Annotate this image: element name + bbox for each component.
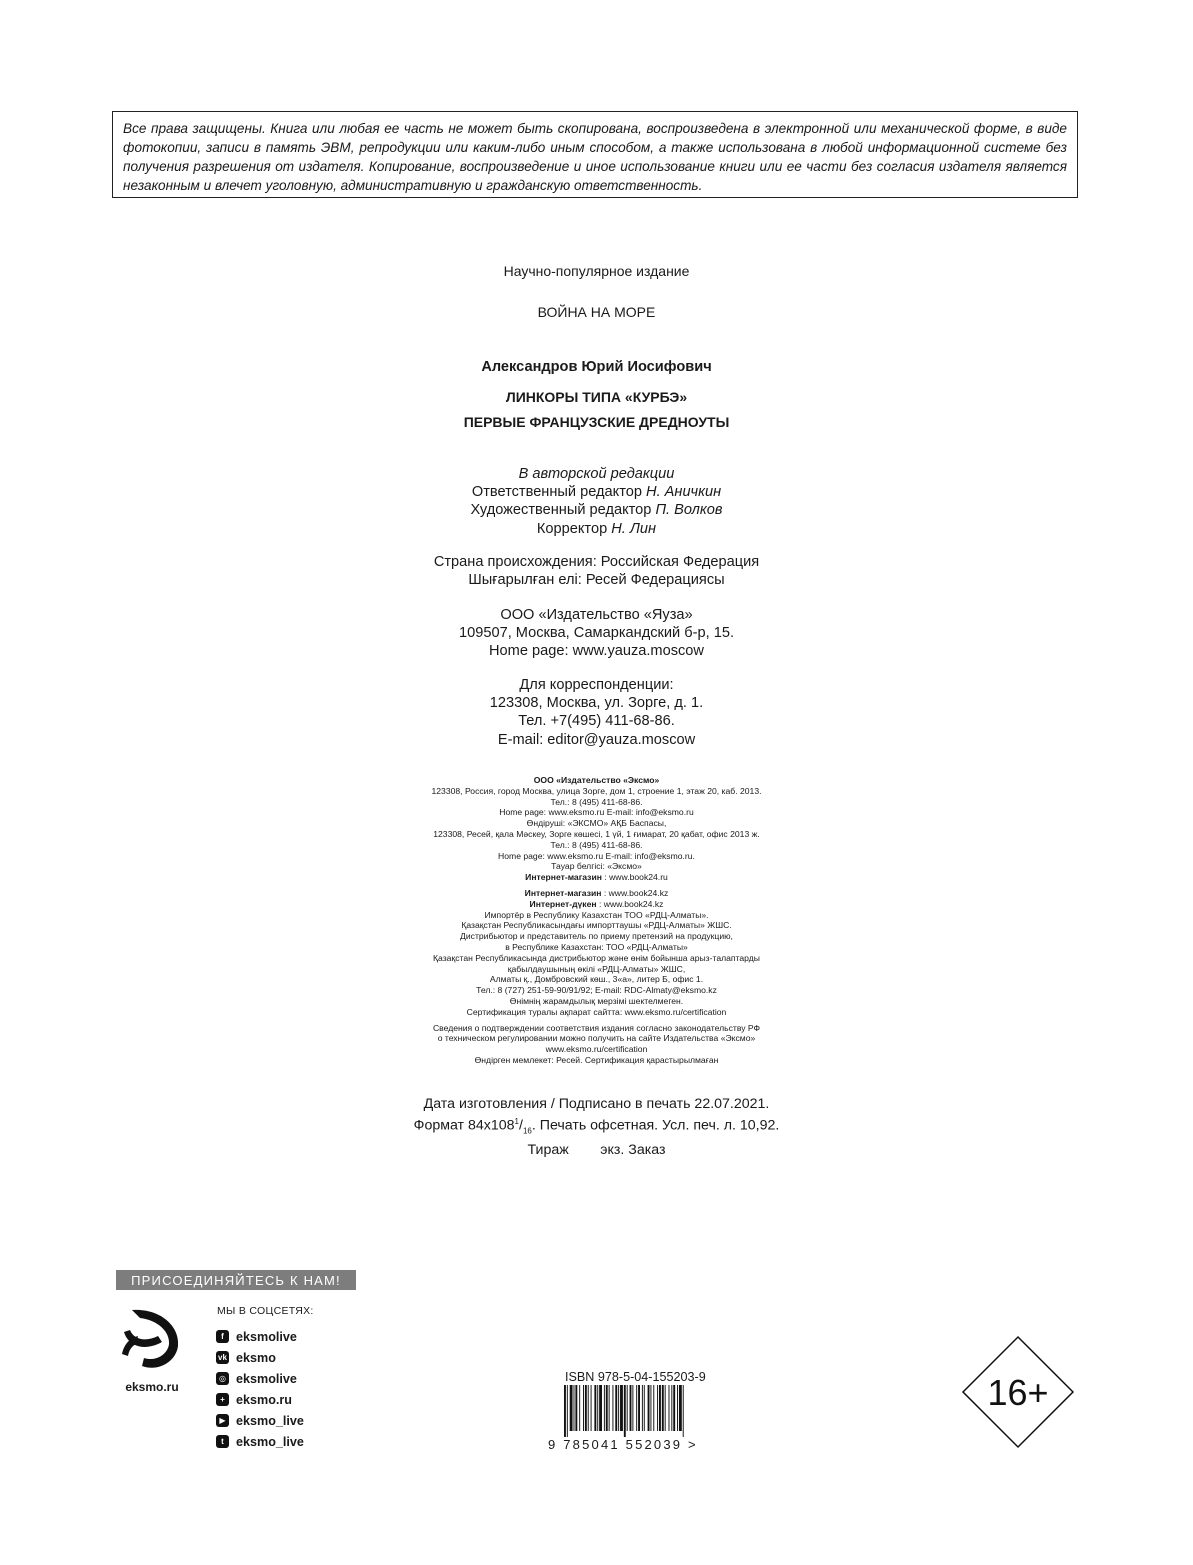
social-label: eksmo_live: [236, 1434, 304, 1449]
publisher-name: ООО «Издательство «Яуза»: [500, 607, 693, 623]
barcode-bar: [591, 1385, 592, 1431]
barcode-bar: [650, 1385, 651, 1431]
print-run: Тираж экз. Заказ: [527, 1141, 666, 1158]
social-item[interactable]: [216, 1410, 304, 1431]
proofreader: Корректор Н. Лин: [536, 520, 657, 537]
barcode-digits: 9 785041 552039 >: [548, 1437, 698, 1452]
barcode-bar: [644, 1385, 645, 1431]
edition-type: Научно-популярное издание: [503, 263, 690, 279]
imprint-line: Қазақстан Республикасындағы импорттаушы «РДЦ-Алматы» ЖШС.: [461, 920, 732, 931]
barcode-bar: [615, 1385, 617, 1431]
barcode-bar: [638, 1385, 640, 1431]
copyright-notice: Все права защищены. Книга или любая ее часть не может быть скопирована, воспроизведена в электронной или механической форме, в виде фотокопии, записи в память ЭВМ, репродукции или каким-либо иным способом, а также использована в любой информационной системе без получения разрешения от издателя. Копирование, воспроизведение и иное использование книги или ее части без согласия издателя является незаконным и влечет уголовную, административную и гражданскую ответственность.: [112, 111, 1078, 198]
barcode-bar: [669, 1385, 670, 1431]
imprint-line: Тел.: 8 (495) 411-68-86.: [550, 839, 643, 850]
social-item[interactable]: [216, 1431, 304, 1452]
barcode-bar: [657, 1385, 658, 1431]
barcode-bar: [636, 1385, 637, 1431]
imprint-line: Home page: www.eksmo.ru E-mail: info@eksmo.ru.: [498, 850, 695, 861]
imprint-line: Өндірген мемлекет: Ресей. Сертификация қарастырылмаған: [474, 1054, 719, 1065]
barcode: [562, 1385, 716, 1437]
chief-editor: Ответственный редактор Н. Аничкин: [471, 484, 722, 501]
print-info: [0, 1095, 1193, 1159]
imprint-line: Тел.: 8 (727) 251-59-90/91/92; E-mail: RDC-Almaty@eksmo.kz: [476, 985, 717, 996]
print-date: Дата изготовления / Подписано в печать 22.07.2021.: [423, 1096, 770, 1112]
join-us-banner: ПРИСОЕДИНЯЙТЕСЬ К НАМ!: [116, 1270, 356, 1290]
barcode-bar: [606, 1385, 608, 1431]
social-item[interactable]: [216, 1347, 304, 1368]
social-list: [216, 1326, 304, 1452]
imprint-line: Өнімнің жарамдылық мерзімі шектелмеген.: [509, 995, 684, 1006]
social-label: eksmo: [236, 1350, 276, 1365]
eksmo-logo-icon: [118, 1302, 184, 1372]
art-editor: Художественный редактор П. Волков: [470, 502, 723, 519]
imprint-line: 123308, Ресей, қала Мәскеу, Зорге көшесі, 1 үй, 1 ғимарат, 20 қабат, офис 2013 ж.: [433, 828, 760, 839]
imprint-line: www.eksmo.ru/certification: [545, 1044, 648, 1055]
barcode-bar: [618, 1385, 619, 1431]
barcode-bar: [594, 1385, 596, 1431]
edition-note: В авторской редакции: [518, 466, 675, 482]
social-item[interactable]: [216, 1389, 304, 1410]
barcode-bar: [575, 1385, 577, 1431]
barcode-bar: [630, 1385, 632, 1431]
barcode-bar: [567, 1385, 568, 1437]
publisher-address: 109507, Москва, Самаркандский б-р, 15.: [459, 625, 734, 642]
imprint-name: ООО «Издательство «Эксмо»: [533, 775, 660, 785]
barcode-bar: [679, 1385, 682, 1431]
barcode-bar: [632, 1385, 633, 1431]
imprint-line: Импортёр в Республику Казахстан ТОО «РДЦ-Алматы».: [484, 909, 709, 920]
imprint-line: Өндіруші: «ЭКСМО» АҚБ Баспасы,: [526, 818, 667, 829]
imprint-line: Тауар белгісі: «Эксмо»: [551, 861, 642, 872]
imprint-line: Сведения о подтверждении соответствия издания согласно законодательству РФ: [432, 1022, 761, 1033]
shop-ru: Интернет-магазин : www.book24.ru: [525, 872, 668, 883]
barcode-bar: [642, 1385, 643, 1431]
author: Александров Юрий Иосифович: [481, 359, 712, 375]
barcode-bar: [677, 1385, 678, 1431]
barcode-bar: [599, 1385, 602, 1431]
social-item[interactable]: [216, 1326, 304, 1347]
shop-kz: Интернет-магазин : www.book24.kz: [524, 887, 669, 898]
imprint-line: Сертификация туралы ақпарат сайтта: www.eksmo.ru/certification: [466, 1006, 727, 1017]
barcode-bar: [579, 1385, 580, 1431]
instagram-icon: ◎: [216, 1372, 229, 1385]
twitter-icon: t: [216, 1435, 229, 1448]
imprint-line: о техническом регулировании можно получить на сайте Издательства «Эксмо»: [437, 1033, 756, 1044]
vk-icon: vk: [216, 1351, 229, 1364]
country-of-origin: Страна происхождения: Российская Федерация Шығарылған елі: Ресей Федерациясы: [433, 554, 760, 589]
social-label: eksmolive: [236, 1371, 297, 1386]
imprint-lines-b: [0, 910, 1193, 1018]
logo-caption: eksmo.ru: [125, 1380, 179, 1394]
publisher-info: [0, 606, 1193, 661]
book-title: ЛИНКОРЫ ТИПА «КУРБЭ»: [505, 389, 688, 405]
isbn-label: ISBN 978-5-04-155203-9: [565, 1370, 706, 1384]
social-label: eksmo_live: [236, 1413, 304, 1428]
imprint-line: қабылдаушының өкілі «РДЦ-Алматы» ЖШС,: [507, 963, 686, 974]
social-item[interactable]: [216, 1368, 304, 1389]
social-label: eksmolive: [236, 1329, 297, 1344]
barcode-bar: [673, 1385, 675, 1431]
social-header: МЫ В СОЦСЕТЯХ:: [217, 1305, 314, 1317]
barcode-bar: [570, 1385, 573, 1431]
barcode-bar: [659, 1385, 661, 1431]
barcode-bar: [612, 1385, 613, 1431]
imprint-line: в Республике Казахстан: ТОО «РДЦ-Алматы»: [505, 941, 688, 952]
social-label: eksmo.ru: [236, 1392, 292, 1407]
barcode-bar: [604, 1385, 605, 1431]
barcode-bar: [671, 1385, 672, 1431]
shop-kz-kazakh: Интернет-дүкен : www.book24.kz: [529, 898, 664, 909]
barcode-bar: [597, 1385, 598, 1431]
imprint-line: Дистрибьютор и представитель по приему претензий на продукцию,: [460, 931, 733, 942]
credits: [0, 465, 1193, 538]
age-rating-badge: [961, 1335, 1075, 1449]
barcode-bar: [627, 1385, 628, 1431]
barcode-bar: [683, 1385, 684, 1437]
imprint-line: Қазақстан Республикасында дистрибьютор және өнім бойынша арыз-талаптарды: [433, 952, 760, 963]
youtube-icon: ▶: [216, 1414, 229, 1427]
age-rating-text: 16+: [987, 1372, 1049, 1413]
book-subtitle: ПЕРВЫЕ ФРАНЦУЗСКИЕ ДРЕДНОУТЫ: [463, 414, 730, 430]
barcode-bar: [574, 1385, 575, 1431]
publisher-homepage: Home page: www.yauza.moscow: [489, 643, 704, 660]
imprint-line: 123308, Россия, город Москва, улица Зорге, дом 1, строение 1, этаж 20, каб. 2013.: [431, 785, 762, 796]
barcode-bar: [585, 1385, 587, 1431]
imprint-line: Тел.: 8 (495) 411-68-86.: [550, 796, 643, 807]
imprint-line: Home page: www.eksmo.ru E-mail: info@eksmo.ru: [499, 807, 694, 818]
imprint-lines-c: [0, 1023, 1193, 1066]
barcode-bar: [662, 1385, 664, 1431]
print-format: Формат $84x108^1/_{16}$. Печать офсетная. Усл. печ. л. 10,92.: [413, 1117, 780, 1136]
barcode-bar: [609, 1385, 610, 1431]
barcode-bar: [583, 1385, 584, 1431]
correspondence-info: Для корреспонденции: 123308, Москва, ул. Зорге, д. 1. Тел. +7(495) 411-68-86. E-mail: editor@yauza.moscow: [489, 677, 704, 748]
imprint-block: [0, 775, 1193, 1066]
barcode-bar: [648, 1385, 650, 1431]
imprint-lines-a: [0, 786, 1193, 872]
barcode-bar: [624, 1385, 626, 1437]
barcode-bar: [564, 1385, 566, 1437]
series-title: ВОЙНА НА МОРЕ: [537, 304, 656, 320]
barcode-bar: [665, 1385, 666, 1431]
barcode-bar: [588, 1385, 589, 1431]
facebook-icon: f: [216, 1330, 229, 1343]
barcode-bar: [653, 1385, 654, 1431]
imprint-line: Алматы қ., Домбровский көш., 3«а», литер Б, офис 1.: [489, 974, 704, 985]
eksmo-site-icon: +: [216, 1393, 229, 1406]
barcode-bar: [620, 1385, 623, 1431]
